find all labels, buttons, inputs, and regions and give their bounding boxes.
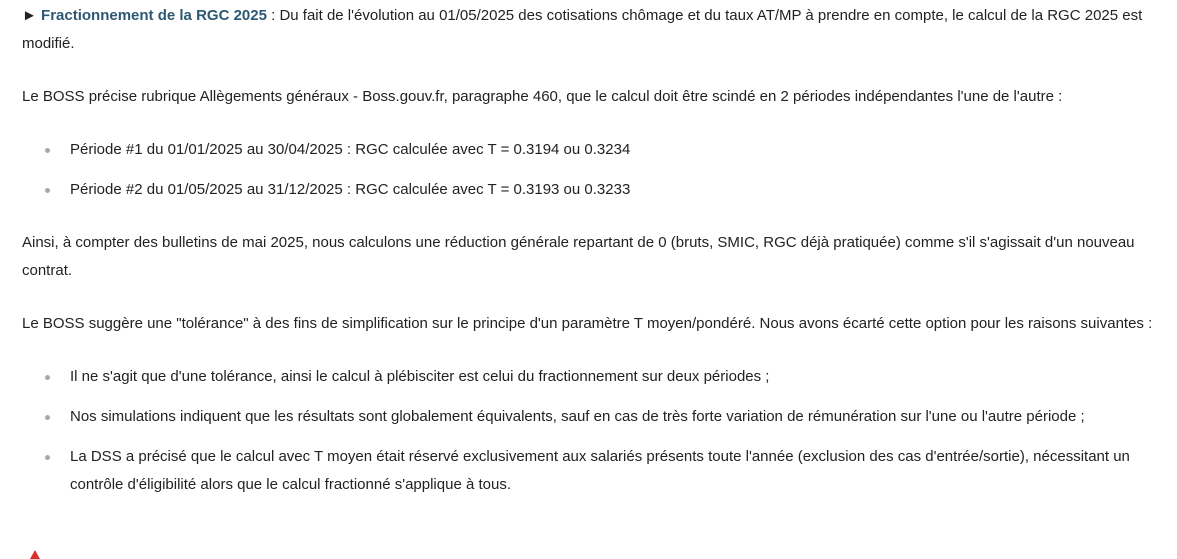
list-item: La DSS a précisé que le calcul avec T moyen était réservé exclusivement aux salariés présents toute l'année (exclusion des cas d'entrée/sortie), nécessitant un contrôle d'éligibilité alors que le calcul fractionné s'applique à tous.: [22, 443, 1162, 499]
article-content: [22, 0, 1162, 499]
boss-paragraph: Le BOSS précise rubrique Allègements généraux - Boss.gouv.fr, paragraphe 460, que le calcul doit être scindé en 2 périodes indépendantes l'une de l'autre :: [22, 88, 1063, 105]
list-item: Période #1 du 01/01/2025 au 30/04/2025 : RGC calculée avec T = 0.3194 ou 0.3234: [22, 136, 1162, 164]
tolerance-paragraph: Le BOSS suggère une "tolérance" à des fins de simplification sur le principe d'un paramètre T moyen/pondéré. Nous avons écarté cette option pour les raisons suivantes :: [22, 315, 1153, 332]
periods-list: [22, 136, 1162, 204]
reasons-list: [22, 363, 1162, 499]
arrow-icon: ►: [22, 7, 37, 24]
intro-paragraph: [22, 0, 1162, 58]
list-item: Période #2 du 01/05/2025 au 31/12/2025 : RGC calculée avec T = 0.3193 ou 0.3233: [22, 176, 1162, 204]
intro-text: : Du fait de l'évolution au 01/05/2025 des cotisations chômage et du taux AT/MP à prendre en compte, le calcul de la RGC 2025 est modifié.: [22, 7, 1143, 52]
section-title: Fractionnement de la RGC 2025: [41, 7, 267, 24]
list-item: Il ne s'agit que d'une tolérance, ainsi le calcul à plébisciter est celui du fractionnement sur deux périodes ;: [22, 363, 1162, 391]
list-item: Nos simulations indiquent que les résultats sont globalement équivalents, sauf en cas de très forte variation de rémunération sur l'une ou l'autre période ;: [22, 403, 1162, 431]
red-triangle-icon: [30, 550, 40, 559]
ainsi-paragraph: Ainsi, à compter des bulletins de mai 2025, nous calculons une réduction générale repartant de 0 (bruts, SMIC, RGC déjà pratiquée) comme s'il s'agissait d'un nouveau contrat.: [22, 234, 1135, 279]
